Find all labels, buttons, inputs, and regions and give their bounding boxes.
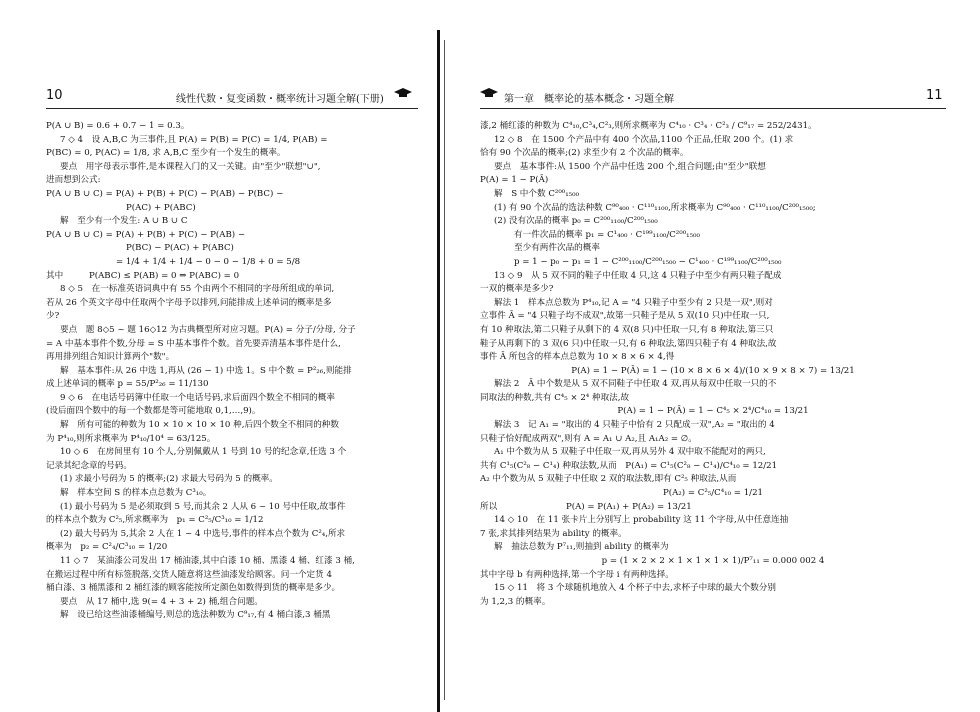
text-line: 有一件次品的概率 p₁ = C¹₄₀₀ · C¹⁹⁹₁₁₀₀/C²⁰⁰₁₅₀₀: [514, 229, 700, 240]
text-line: 恰有 90 个次品的概率;(2) 求至少有 2 个次品的概率。: [480, 148, 689, 159]
solution-2: 解法 2 Ā 中个数是从 5 双不同鞋子中任取 4 双,再从每双中任取一只的不: [494, 379, 777, 390]
text-line: P(A) = 1 − P(Ā): [480, 175, 549, 186]
problem-12-8: 12 ◇ 8 在 1500 个产品中有 400 个次品,1100 个正品,任取 200 个。(1) 求: [494, 134, 794, 145]
text-line: 其中字母 b 有两种选择,第一个字母 i 有两种选择。: [480, 569, 674, 580]
solution: 解 至少有一个发生: A ∪ B ∪ C: [60, 216, 188, 227]
formula-line: = 1/4 + 1/4 + 1/4 − 0 − 0 − 1/8 + 0 = 5/8: [116, 256, 301, 267]
formula-line: p = (1 × 2 × 2 × 1 × 1 × 1 × 1)/P⁷₁₁ = 0.000 002 4: [601, 556, 825, 566]
solution: 解 样本空间 S 的样本点总数为 C³₁₀。: [60, 488, 212, 499]
text-line: 只鞋子恰好配成两双",则有 A = A₁ ∪ A₂,且 A₁A₂ = ∅。: [480, 433, 697, 444]
problem-7-4: 7 ◇ 4 设 A,B,C 为三事件,且 P(A) = P(B) = P(C) = 1/4, P(AB) =: [60, 134, 328, 145]
text-line: 再用排列组合知识计算两个"数"。: [46, 352, 175, 363]
formula-line: 共有 C¹₅(C²₈ − C¹₄) 种取法数,从而 P(A₁) = C¹₅(C²₈ − C¹₄)/C⁴₁₀ = 12/21: [480, 460, 778, 471]
graduation-cap-icon: [394, 88, 412, 98]
problem-14-10: 14 ◇ 10 在 11 张卡片上分别写上 probability 这 11 个字母,从中任意连抽: [494, 515, 789, 526]
text-line: (1) 最小号码为 5 是必须取到 5 号,而其余 2 人从 6 ~ 10 号中任取,故事件: [60, 501, 346, 512]
text-line: (1) 有 90 个次品的选法种数 C⁹⁰₄₀₀ · C¹¹⁰₁₁₀₀,所求概率为 C⁹⁰₄₀₀ · C¹¹⁰₁₁₀₀/C²⁰⁰₁₅₀₀;: [494, 202, 816, 213]
text-line: 事件 Ā 所包含的样本点总数为 10 × 8 × 6 × 4,得: [480, 352, 675, 363]
text-line: A₁ 中个数为从 5 双鞋子中任取一双,再从另外 4 双中取不能配对的两只,: [494, 447, 766, 458]
formula-line: 所以 P(A) = P(A₁) + P(A₂) = 13/21: [480, 501, 692, 512]
solution-3: 解法 3 记 A₁ = "取出的 4 只鞋子中恰有 2 只配成一双",A₂ = "取出的 4: [494, 420, 775, 431]
formula-line: P(A) = 1 − P(Ā) = 1 − C⁴₅ × 2⁴/C⁴₁₀ = 13/21: [617, 406, 809, 417]
text-line: 少?: [46, 311, 60, 322]
solution: 解 设已给这些油漆桶编号,则总的选法种数为 C⁹₁₇,有 4 桶白漆,3 桶黑: [60, 610, 331, 621]
key-point: 要点 题 8◇5 ~ 题 16◇12 为古典概型所对应习题。P(A) = 分子/分母, 分子: [60, 324, 356, 335]
text-line: (设后面四个数中的每一个数都是等可能地取 0,1,…,9)。: [46, 406, 261, 417]
formula-line: P(A₂) = C²₅/C⁴₁₀ = 1/21: [662, 488, 764, 499]
solution: 解 所有可能的种数为 10 × 10 × 10 × 10 种,后四个数全不相同的种数: [60, 420, 339, 431]
right-page-number: 11: [926, 88, 943, 103]
page-gutter-shadow: [444, 40, 445, 700]
key-point: 要点 基本事件:从 1500 个产品中任选 200 个,组合问题;由"至少"联想: [494, 161, 766, 172]
text-line: (2) 没有次品的概率 p₀ = C²⁰⁰₁₁₀₀/C²⁰⁰₁₅₀₀: [494, 216, 658, 227]
text-line: A₂ 中个数为从 5 双鞋子中任取 2 双的取法数,即有 C²₅ 种取法,从而: [480, 474, 737, 485]
text-line: 一双的概率是多少?: [480, 284, 554, 295]
graduation-cap-icon: [480, 88, 498, 98]
text-line: 进而想到公式:: [46, 175, 101, 186]
problem-9-6: 9 ◇ 6 在电话号码簿中任取一个电话号码,求后面四个数全不相同的概率: [60, 392, 335, 403]
formula-line: P(A ∪ B ∪ C) = P(A) + P(B) + P(C) − P(AB) − P(BC) −: [46, 188, 284, 199]
left-running-head: 线性代数・复变函数・概率统计习题全解(下册): [176, 94, 384, 105]
right-page: [448, 0, 980, 712]
formula-line: p = 1 − p₀ − p₁ = 1 − C²⁰⁰₁₁₀₀/C²⁰⁰₁₅₀₀ − C¹₄₀₀ · C¹⁹⁹₁₁₀₀/C²⁰⁰₁₅₀₀: [514, 256, 782, 267]
text-line: 有 10 种取法,第二只鞋子从剩下的 4 双(8 只)中任取一只,有 8 种取法,第三只: [480, 324, 774, 335]
solution: 解 抽法总数为 P⁷₁₁,则抽到 ability 的概率为: [494, 542, 669, 553]
problem-13-9: 13 ◇ 9 从 5 双不同的鞋子中任取 4 只,这 4 只鞋子中至少有两只鞋子配成: [494, 270, 782, 281]
left-page-body: [46, 120, 414, 623]
text-line: 漆,2 桶红漆的种数为 C⁴₁₀,C³₄,C²₃,则所求概率为 C⁴₁₀ · C³₄ · C²₃ / C⁹₁₇ = 252/2431。: [480, 121, 817, 131]
text-line: 若从 26 个英文字母中任取两个字母予以排列,问能排成上述单词的概率是多: [46, 297, 332, 308]
text-line: 成上述单词的概率 p = 55/P²₂₆ = 11/130: [46, 379, 209, 390]
solution: 解 基本事件:从 26 中选 1,再从 (26 − 1) 中选 1。S 中个数 = P²₂₆,则能排: [60, 365, 352, 376]
key-point: 要点 从 17 桶中,选 9(= 4 + 3 + 2) 桶,组合问题。: [60, 596, 263, 607]
key-point: 要点 用字母表示事件,是本课程入门的又一关键。由"至少"联想"∪",: [60, 161, 321, 172]
solution: 解 S 中个数 C²⁰⁰₁₅₀₀: [494, 188, 580, 199]
text-line: 在搬运过程中所有标签脱落,交货人随意将这些油漆发给顾客。问一个定货 4: [46, 569, 332, 580]
formula-line: P(A) = 1 − P(Ā) = 1 − (10 × 8 × 6 × 4)/(10 × 9 × 8 × 7) = 13/21: [571, 365, 855, 376]
text-line: 的样本点个数为 C²₅,所求概率为 p₁ = C²₅/C³₁₀ = 1/12: [46, 515, 264, 526]
problem-8-5: 8 ◇ 5 在一标准英语词典中有 55 个由两个不相同的字母所组成的单词,: [60, 284, 335, 295]
right-running-head: 第一章 概率论的基本概念・习题全解: [504, 94, 674, 105]
text-line: 记录其纪念章的号码。: [46, 460, 132, 471]
right-page-body: [480, 120, 946, 609]
problem-15-11: 15 ◇ 11 将 3 个球随机地放入 4 个杯子中去,求杯子中球的最大个数分别: [494, 583, 776, 594]
text-line: 其中 P(ABC) ≤ P(AB) = 0 ⇒ P(ABC) = 0: [46, 270, 240, 281]
formula-line: P(AC) + P(ABC): [126, 202, 196, 213]
text-line: 鞋子从再剩下的 3 双(6 只)中任取一只,有 6 种取法,第四只鞋子有 4 种取法,故: [480, 338, 777, 349]
text-line: (1) 求最小号码为 5 的概率;(2) 求最大号码为 5 的概率。: [60, 474, 278, 485]
text-line: 桶白漆、3 桶黑漆和 2 桶红漆的顾客能按所定颜色如数得到货的概率是多少。: [46, 583, 341, 594]
solution-1: 解法 1 样本点总数为 P⁴₁₀,记 A = "4 只鞋子中至少有 2 只是一双",则对: [494, 297, 773, 308]
formula-line: P(BC) − P(AC) + P(ABC): [126, 243, 234, 254]
text-line: P(A ∪ B) = 0.6 + 0.7 − 1 = 0.3。: [46, 121, 190, 131]
left-page-number: 10: [46, 88, 63, 103]
text-line: 至少有两件次品的概率: [514, 243, 600, 254]
page-gutter-line: [437, 30, 440, 712]
text-line: 同取法的种数,共有 C⁴₅ × 2⁴ 种取法,故: [480, 392, 630, 403]
problem-10-6: 10 ◇ 6 在房间里有 10 个人,分别佩戴从 1 号到 10 号的纪念章,任选 3 个: [60, 447, 347, 458]
text-line: 为 P⁴₁₀,则所求概率为 P⁴₁₀/10⁴ = 63/125。: [46, 433, 216, 444]
formula-line: P(A ∪ B ∪ C) = P(A) + P(B) + P(C) − P(AB) −: [46, 229, 246, 240]
right-header-rule: [480, 108, 946, 109]
left-page: [0, 0, 430, 712]
text-line: (2) 最大号码为 5,其余 2 人在 1 ~ 4 中选号,事件的样本点个数为 C²₄,所求: [60, 528, 346, 539]
text-line: 为 1,2,3 的概率。: [480, 596, 551, 607]
text-line: = A 中基本事件个数,分母 = S 中基本事件个数。首先要弄清基本事件是什么,: [46, 338, 341, 349]
text-line: 7 张,求其排列结果为 ability 的概率。: [480, 528, 627, 539]
left-header-rule: [46, 108, 418, 109]
text-line: 概率为 p₂ = C²₄/C³₁₀ = 1/20: [46, 542, 168, 553]
text-line: P(BC) = 0, P(AC) = 1/8, 求 A,B,C 至少有一个发生的概率。: [46, 148, 286, 159]
problem-11-7: 11 ◇ 7 某油漆公司发出 17 桶油漆,其中白漆 10 桶、黑漆 4 桶、红漆 3 桶,: [60, 556, 355, 566]
text-line: 立事件 Ā = "4 只鞋子均不成双",故第一只鞋子是从 5 双(10 只)中任取一只,: [480, 311, 770, 322]
